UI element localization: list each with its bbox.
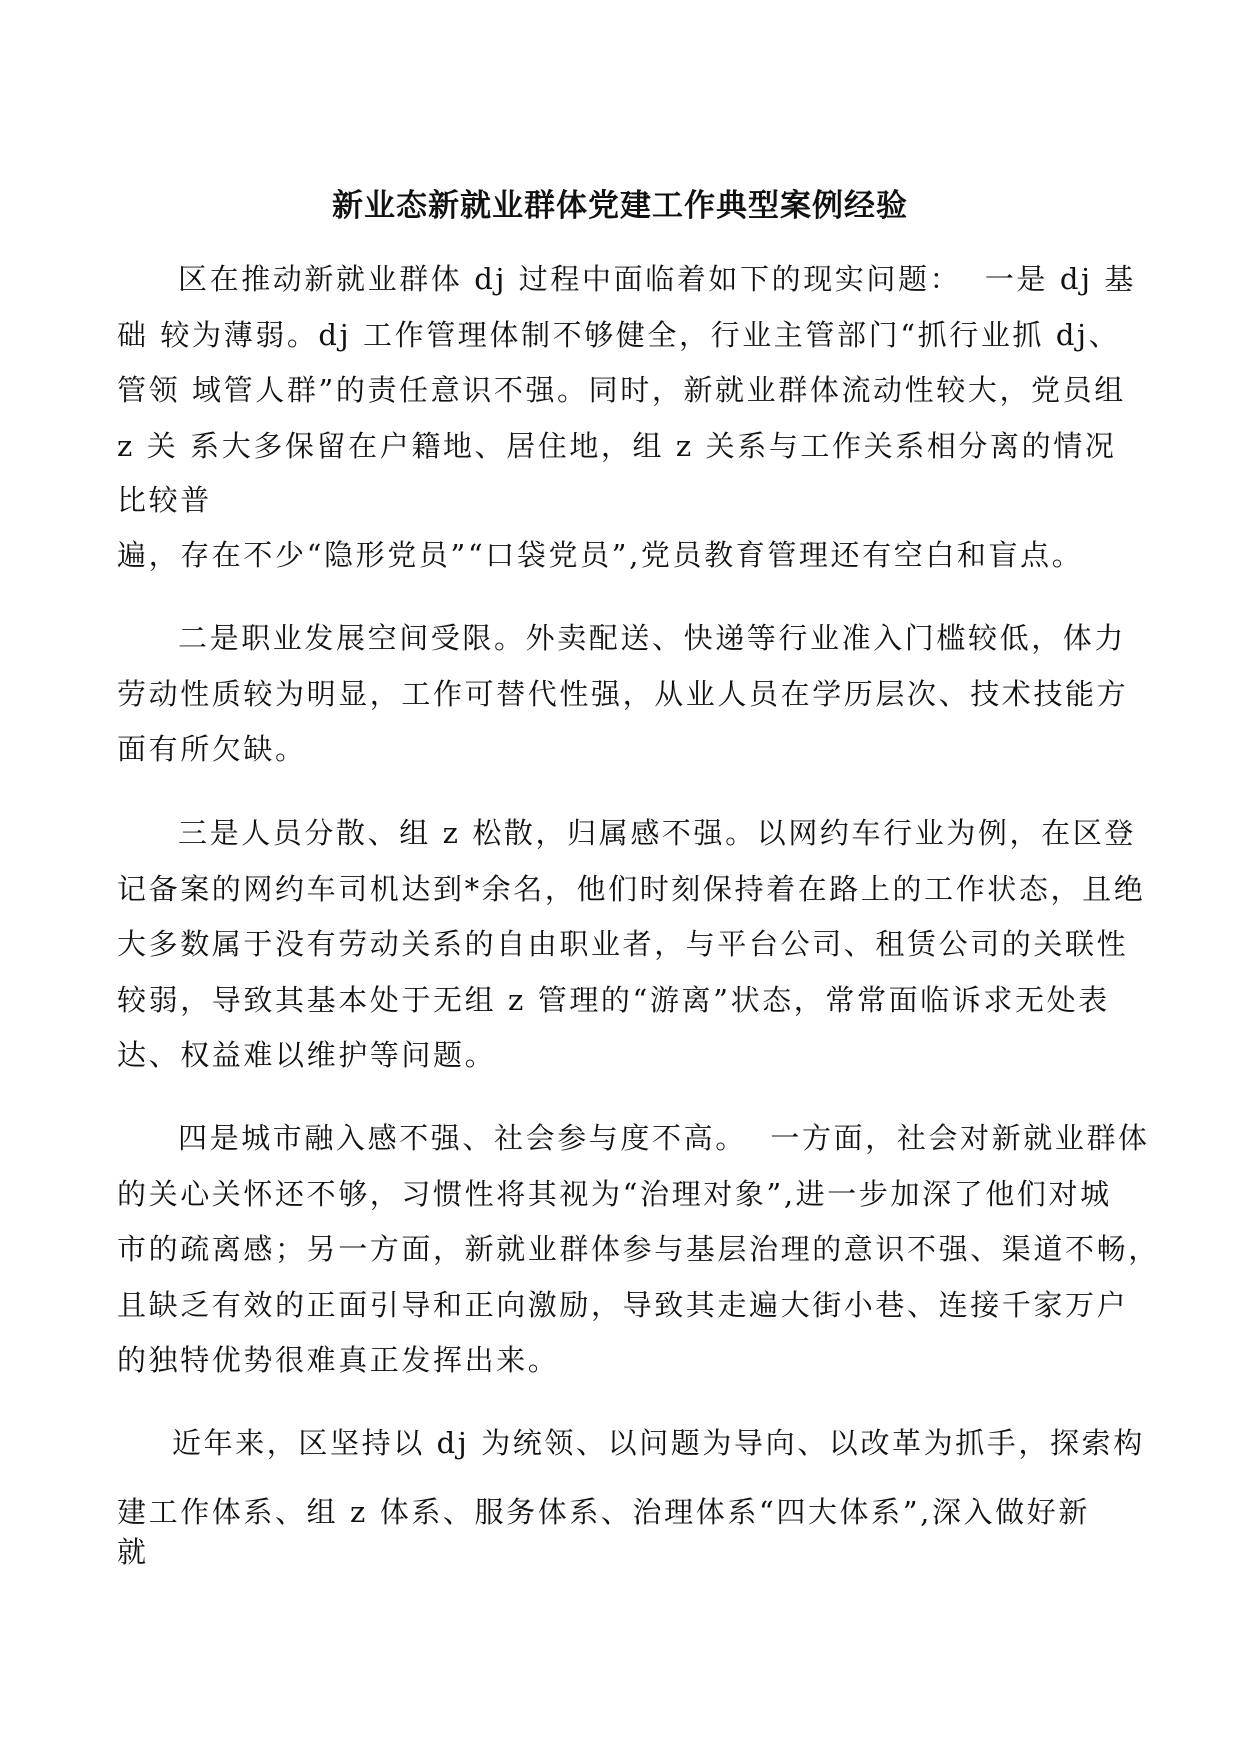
text-line: 达、权益难以维护等问题。 [117, 1038, 497, 1072]
text-line: z 关 系大多保留在户籍地、居住地，组 z 关系与工作关系相分离的情况 [117, 429, 1117, 463]
text-line: 面有所欠缺。 [117, 732, 307, 766]
text-line: 的关心关怀还不够，习惯性将其视为“治理对象”,进一步加深了他们对城 [117, 1177, 1112, 1211]
text-line: 大多数属于没有劳动关系的自由职业者，与平台公司、租赁公司的关联性 [117, 927, 1129, 961]
text-line: 四是城市融入感不强、社会参与度不高。 一方面，社会对新就业群体 [178, 1121, 1150, 1155]
text-line: 市的疏离感；另一方面，新就业群体参与基层治理的意识不强、渠道不畅， [117, 1232, 1160, 1266]
text-line: 区在推动新就业群体 dj 过程中面临着如下的现实问题： 一是 dj 基 [178, 262, 1137, 296]
text-line: 且缺乏有效的正面引导和正向激励，导致其走遍大街小巷、连接千家万户 [117, 1288, 1129, 1322]
text-line: 劳动性质较为明显，工作可替代性强，从业人员在学历层次、技术技能方 [117, 677, 1129, 711]
text-line: 遍，存在不少“隐形党员”“口袋党员”,党员教育管理还有空白和盲点。 [117, 538, 1084, 572]
text-line: 的独特优势很难真正发挥出来。 [117, 1343, 560, 1377]
text-line: 三是人员分散、组 z 松散，归属感不强。以网约车行业为例，在区登 [178, 816, 1136, 850]
text-line: 二是职业发展空间受限。外卖配送、快递等行业准入门槛较低，体力 [178, 621, 1127, 655]
text-line: 较弱，导致其基本处于无组 z 管理的“游离”状态，常常面临诉求无处表 [117, 983, 1110, 1017]
document-title: 新业态新就业群体党建工作典型案例经验 [332, 188, 908, 224]
text-line: 础 较为薄弱。dj 工作管理体制不够健全，行业主管部门“抓行业抓 dj、 [117, 318, 1121, 352]
text-line: 比较普 [117, 483, 212, 517]
text-line: 就 [117, 1535, 149, 1569]
text-line: 建工作体系、组 z 体系、服务体系、治理体系“四大体系”,深入做好新 [117, 1495, 1090, 1529]
text-line: 近年来，区坚持以 dj 为统领、以问题为导向、以改革为抓手，探索构 [172, 1426, 1145, 1460]
text-line: 管领 域管人群”的责任意识不强。同时，新就业群体流动性较大，党员组 [117, 373, 1126, 407]
text-line: 记备案的网约车司机达到*余名，他们时刻保持着在路上的工作状态，且绝 [117, 872, 1146, 906]
